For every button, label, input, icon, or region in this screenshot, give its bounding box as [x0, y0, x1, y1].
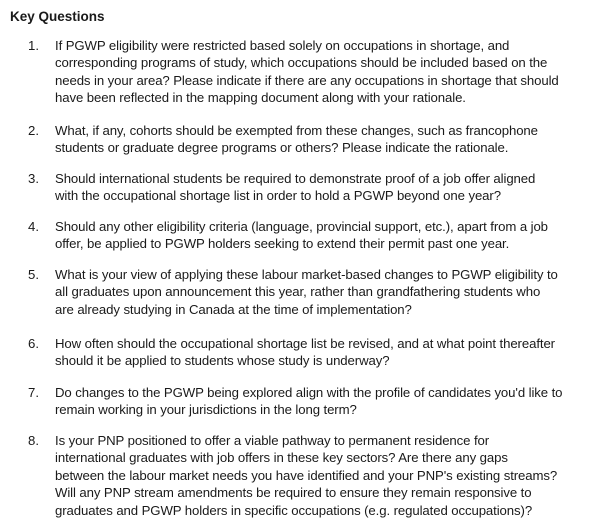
question-item: [28, 37, 594, 107]
text-line: should it be applied to students whose study is underway?: [55, 353, 390, 369]
question-text: [55, 266, 594, 318]
question-number: 2.: [28, 123, 39, 138]
text-line: Will any PNP stream amendments be required to ensure they remain responsive to: [55, 485, 532, 501]
question-number: 7.: [28, 385, 39, 400]
text-line: Do changes to the PGWP being explored align with the profile of candidates you'd like to: [55, 385, 563, 400]
question-number: 6.: [28, 336, 39, 351]
question-item: [28, 218, 594, 253]
question-item: [28, 170, 594, 205]
question-number: 4.: [28, 219, 39, 234]
question-number: 8.: [28, 433, 39, 448]
question-item: [28, 335, 594, 370]
text-line: international graduates with job offers in these key sectors? Are there any gaps: [55, 450, 508, 466]
question-text: [55, 122, 594, 157]
question-item: [28, 266, 594, 318]
question-text: [55, 384, 594, 419]
text-line: between the labour market needs you have identified and your PNP's existing streams?: [55, 467, 558, 483]
question-number: 1.: [28, 38, 39, 53]
question-number: 3.: [28, 171, 39, 186]
text-line: What is your view of applying these labour market-based changes to PGWP eligibility to: [55, 267, 558, 282]
text-line: remain working in your jurisdictions in the long term?: [55, 402, 357, 418]
question-item: [28, 432, 594, 519]
text-line: corresponding programs of study, which occupations should be included based on the: [55, 55, 548, 71]
text-line: What, if any, cohorts should be exempted from these changes, such as francophone: [55, 123, 538, 138]
question-text: [55, 218, 594, 253]
question-text: [55, 432, 594, 519]
text-line: have been reflected in the mapping document along with your rationale.: [55, 90, 466, 106]
question-item: [28, 384, 594, 419]
question-text: [55, 170, 594, 205]
question-text: [55, 335, 594, 370]
question-text: [55, 37, 594, 107]
text-line: all graduates upon announcement this year, rather than grandfathering students who: [55, 284, 541, 300]
question-item: [28, 122, 594, 157]
text-line: How often should the occupational shortage list be revised, and at what point thereafter: [55, 336, 555, 351]
text-line: students or graduate degree programs or others? Please indicate the rationale.: [55, 140, 509, 156]
text-line: graduates and PGWP holders in specific occupations (e.g. regulated occupations)?: [55, 502, 533, 518]
text-line: are already studying in Canada at the time of implementation?: [55, 301, 412, 317]
text-line: If PGWP eligibility were restricted based solely on occupations in shortage, and: [55, 38, 510, 53]
text-line: with the occupational shortage list in order to hold a PGWP beyond one year?: [55, 188, 501, 204]
text-line: needs in your area? Please indicate if there are any occupations in shortage that should: [55, 72, 559, 88]
question-number: 5.: [28, 267, 39, 282]
text-line: Is your PNP positioned to offer a viable pathway to permanent residence for: [55, 433, 490, 448]
page-heading: Key Questions: [10, 9, 105, 24]
text-line: Should any other eligibility criteria (language, provincial support, etc.), apart from a job: [55, 219, 548, 234]
text-line: offer, be applied to PGWP holders seeking to extend their permit past one year.: [55, 236, 510, 252]
text-line: Should international students be required to demonstrate proof of a job offer aligned: [55, 171, 536, 186]
